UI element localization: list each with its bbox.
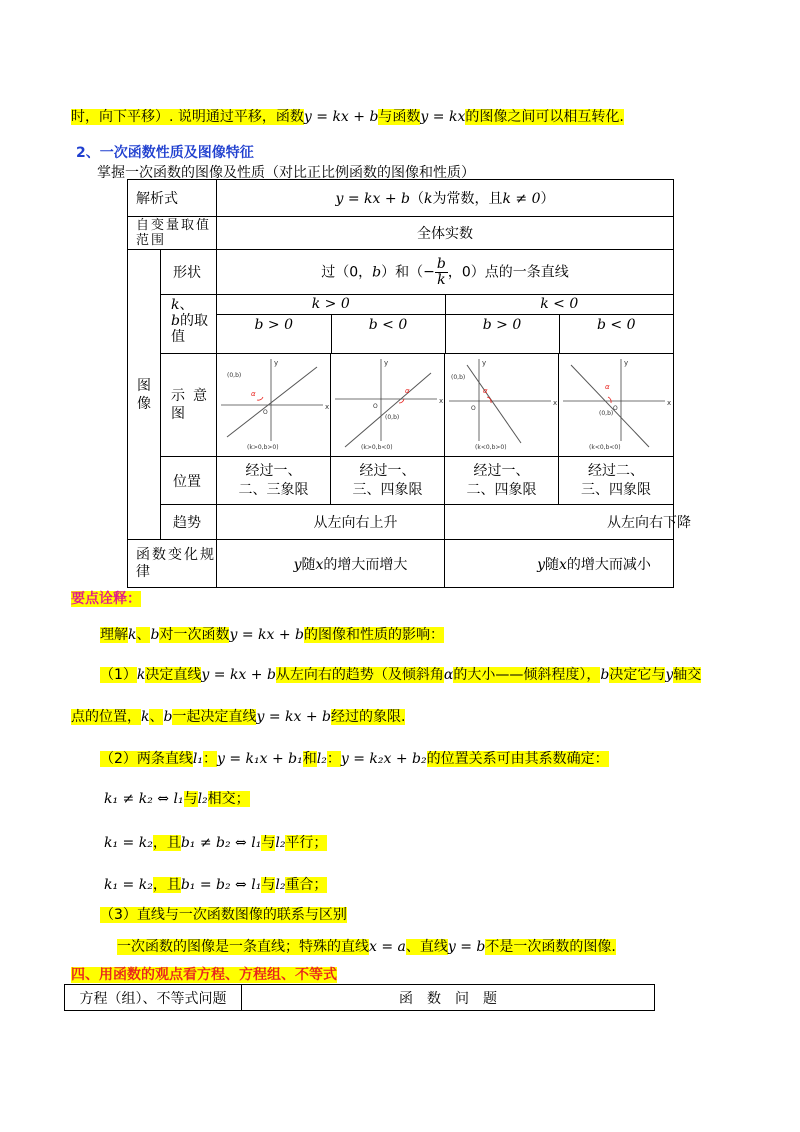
note-p1a: （1）k决定直线y = kx + b从左向右的趋势（及倾斜角α的大小——倾斜程度），b决定它与y轴交 xyxy=(100,667,702,683)
position-1: 经过一、 二、三象限 xyxy=(217,457,331,505)
note-c1: k₁ ≠ k₂ ⇔ l₁与l₂相交； xyxy=(104,791,250,807)
trend-label: 趋势 xyxy=(161,505,217,540)
b-value-3: b > 0 xyxy=(445,314,559,353)
position-label: 位置 xyxy=(161,457,217,505)
origin-label: O xyxy=(470,405,476,412)
k-positive: k > 0 xyxy=(217,295,445,314)
function-line xyxy=(345,373,431,447)
sketch-graph-2 xyxy=(333,357,443,453)
sketch-cell-1 xyxy=(217,354,331,457)
section4-table xyxy=(64,984,655,1011)
origin-label: O xyxy=(262,409,268,416)
sketch-graph-1 xyxy=(219,357,329,453)
top-line xyxy=(71,106,624,126)
section2-intro: 掌握一次函数的图像及性质（对比正比例函数的图像和性质） xyxy=(97,165,475,181)
notes-title: 要点诠释： xyxy=(71,591,141,607)
rule-increase: y随x的增大而增大 xyxy=(217,540,445,588)
fraction-neg-b-over-k: − $\frac{b}{k}$ xyxy=(423,255,446,288)
section4-col2: 函 数 问 题 xyxy=(242,985,655,1011)
k-negative: k < 0 xyxy=(445,295,673,314)
property-table xyxy=(127,179,692,588)
shape-cell: 过（0，b）和（ − $\frac{b}{k}$ ，0）点的一条直线 xyxy=(217,250,674,295)
x-axis-label: x xyxy=(438,397,443,405)
origin-label: O xyxy=(613,405,618,412)
b-value-1: b > 0 xyxy=(217,314,331,353)
function-line xyxy=(571,365,649,447)
y-axis-label: y xyxy=(273,359,278,367)
x-axis-label: x xyxy=(324,403,329,411)
kb-label: k、 b的取值 xyxy=(161,295,217,354)
y-axis-label: y xyxy=(481,359,486,367)
angle-arc xyxy=(257,397,263,400)
b-value-2: b < 0 xyxy=(331,314,445,353)
point-label: (0,b) xyxy=(226,372,241,379)
graph-caption: (k<0,b>0) xyxy=(474,444,507,451)
formula-label: 解析式 xyxy=(128,180,217,217)
note-p3b: 一次函数的图像是一条直线；特殊的直线x = a、直线y = b不是一次函数的图像. xyxy=(117,939,616,955)
sketch-label: 示意图 xyxy=(161,354,217,457)
y-axis-label: y xyxy=(624,359,629,367)
rule-label: 函数变化规律 xyxy=(128,540,217,588)
function-line xyxy=(467,365,521,443)
note-p3: （3）直线与一次函数图像的联系与区别 xyxy=(100,907,347,923)
formula-cell: y = kx + b（k为常数，且k ≠ 0） xyxy=(217,180,674,217)
top-text-3: 的图像之间可以相互转化. xyxy=(465,109,624,125)
angle-arc xyxy=(608,397,611,403)
graph-caption: (k>0,b>0) xyxy=(246,444,279,451)
note-c2: k₁ = k₂，且b₁ ≠ b₂ ⇔ l₁与l₂平行； xyxy=(104,835,328,851)
point-label: (0,b) xyxy=(599,410,614,417)
position-4: 经过二、 三、四象限 xyxy=(559,457,674,505)
section2-heading: 2、一次函数性质及图像特征 xyxy=(76,145,254,161)
note-p1b: 点的位置，k、b一起决定直线y = kx + b经过的象限. xyxy=(71,709,406,725)
rule-decrease: y随x的增大而减小 xyxy=(445,540,674,588)
sketch-cell-2 xyxy=(331,354,445,457)
sketch-graph-4 xyxy=(561,357,671,453)
kb-values xyxy=(217,295,674,354)
b-value-4: b < 0 xyxy=(597,316,636,333)
graph-caption: (k>0,b<0) xyxy=(360,444,393,451)
formula-kx-b: y = kx + b xyxy=(303,109,379,125)
x-axis-label: x xyxy=(667,399,672,407)
sketch-cell-4 xyxy=(559,354,674,457)
shape-label: 形状 xyxy=(161,250,217,295)
graph-caption: (k<0,b<0) xyxy=(589,444,621,451)
origin-label: O xyxy=(372,403,378,410)
top-text-1: 时，向下平移）. 说明通过平移，函数 xyxy=(71,109,304,125)
trend-down: 从左向右下降 xyxy=(445,505,674,540)
position-2: 经过一、 三、四象限 xyxy=(331,457,445,505)
alpha-label: α xyxy=(482,387,488,395)
note-c3: k₁ = k₂，且b₁ = b₂ ⇔ l₁与l₂重合； xyxy=(104,877,328,893)
y-axis-label: y xyxy=(383,359,388,367)
sketch-graph-3 xyxy=(447,357,557,453)
point-label: (0,b) xyxy=(450,374,465,381)
position-3: 经过一、 二、四象限 xyxy=(445,457,559,505)
note-p0: 理解k、b对一次函数y = kx + b的图像和性质的影响： xyxy=(100,627,444,643)
alpha-label: α xyxy=(404,387,410,395)
angle-arc xyxy=(487,397,491,403)
alpha-label: α xyxy=(250,390,256,398)
x-axis-label: x xyxy=(552,399,557,407)
domain-value: 全体实数 xyxy=(217,217,674,250)
top-text-2: 与函数 xyxy=(378,109,421,125)
section4-col1: 方程（组）、不等式问题 xyxy=(65,985,242,1011)
trend-up: 从左向右上升 xyxy=(217,505,445,540)
graph-label: 图像 xyxy=(128,250,161,540)
domain-label: 自变量取值范围 xyxy=(128,217,217,250)
note-p2: （2）两条直线l₁：y = k₁x + b₁和l₂：y = k₂x + b₂的位置关系可由其系数确定： xyxy=(100,751,609,767)
sketch-cell-3 xyxy=(445,354,559,457)
formula-kx: y = kx xyxy=(420,109,466,125)
alpha-label: α xyxy=(605,383,610,391)
point-label: (0,b) xyxy=(384,414,399,421)
section4-heading: 四、用函数的观点看方程、方程组、不等式 xyxy=(71,967,337,983)
